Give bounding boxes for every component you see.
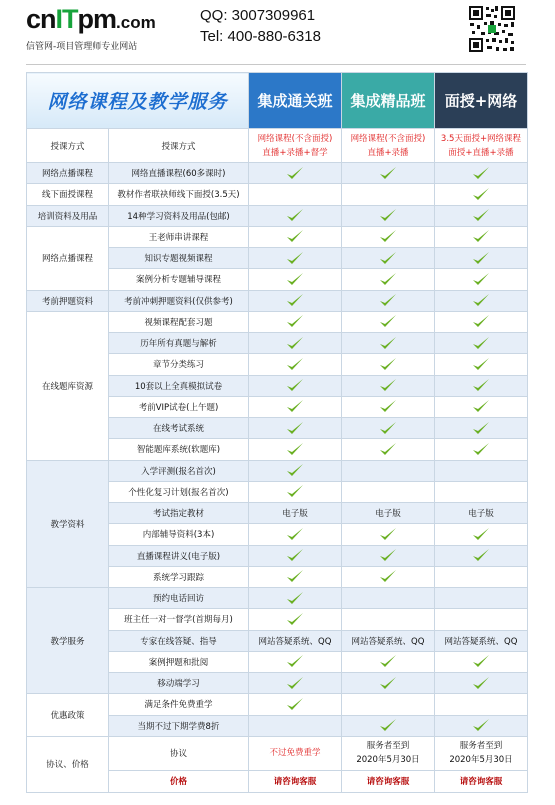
plan-cell bbox=[249, 439, 342, 460]
row-item: 知识专题视频课程 bbox=[109, 248, 249, 269]
row-item: 教材作者联袂师线下面授(3.5天) bbox=[109, 184, 249, 205]
row-category: 协议、价格 bbox=[27, 736, 109, 792]
plan-cell bbox=[342, 248, 435, 269]
plan-cell bbox=[342, 673, 435, 694]
check-icon bbox=[285, 398, 305, 415]
plan-cell: 电子版 bbox=[342, 503, 435, 524]
agreement-cell: 服务者至到 2020年5月30日 bbox=[342, 736, 435, 770]
plan-cell bbox=[249, 651, 342, 672]
column-header-category: 授课方式 bbox=[27, 129, 109, 163]
check-icon bbox=[471, 547, 491, 564]
check-icon bbox=[471, 420, 491, 437]
check-icon bbox=[378, 377, 398, 394]
plan-cell bbox=[435, 673, 528, 694]
plan-cell bbox=[435, 163, 528, 184]
plan-header-mianshou: 面授+网络 bbox=[435, 73, 528, 129]
plan-cell bbox=[435, 290, 528, 311]
check-icon bbox=[378, 547, 398, 564]
row-item: 班主任一对一督学(首期每月) bbox=[109, 609, 249, 630]
check-icon bbox=[378, 292, 398, 309]
table-row bbox=[27, 736, 528, 770]
row-category: 网络点播课程 bbox=[27, 163, 109, 184]
telephone-number: Tel: 400-880-6318 bbox=[200, 28, 321, 45]
plan-cell bbox=[342, 545, 435, 566]
check-icon bbox=[285, 526, 305, 543]
check-icon bbox=[285, 250, 305, 267]
plan-cell bbox=[249, 694, 342, 715]
row-category: 网络点播课程 bbox=[27, 226, 109, 290]
table-row bbox=[27, 163, 528, 184]
row-item: 入学评测(报名首次) bbox=[109, 460, 249, 481]
plan-cell bbox=[435, 609, 528, 630]
plan-cell bbox=[435, 651, 528, 672]
row-item: 历年所有真题与解析 bbox=[109, 333, 249, 354]
plan-cell bbox=[249, 588, 342, 609]
plan-cell bbox=[342, 481, 435, 502]
table-row bbox=[27, 694, 528, 715]
page-header bbox=[0, 0, 555, 62]
row-category: 考前押题资料 bbox=[27, 290, 109, 311]
table-row bbox=[27, 588, 528, 609]
row-item: 视频课程配套习题 bbox=[109, 311, 249, 332]
check-icon bbox=[378, 568, 398, 585]
plan-cell bbox=[435, 205, 528, 226]
logo-tagline: 信管网-项目管理师专业网站 bbox=[26, 42, 138, 52]
agreement-cell: 不过免费重学 bbox=[249, 736, 342, 770]
check-icon bbox=[471, 377, 491, 394]
plan-cell: 网站答疑系统、QQ bbox=[342, 630, 435, 651]
plan-mode-2: 3.5天面授+网络课程 面授+直播+录播 bbox=[435, 129, 528, 163]
plan-cell bbox=[249, 673, 342, 694]
row-item: 个性化复习计划(报名首次) bbox=[109, 481, 249, 502]
check-icon bbox=[285, 462, 305, 479]
row-item: 案例押题和批阅 bbox=[109, 651, 249, 672]
plan-cell bbox=[342, 651, 435, 672]
row-category: 线下面授课程 bbox=[27, 184, 109, 205]
plan-cell bbox=[435, 184, 528, 205]
table-row bbox=[27, 311, 528, 332]
row-item: 10套以上全真模拟试卷 bbox=[109, 375, 249, 396]
plan-cell bbox=[249, 205, 342, 226]
plan-cell bbox=[249, 226, 342, 247]
plan-cell: 电子版 bbox=[435, 503, 528, 524]
check-icon bbox=[378, 717, 398, 734]
check-icon bbox=[471, 271, 491, 288]
check-icon bbox=[471, 292, 491, 309]
plan-cell bbox=[342, 163, 435, 184]
check-icon bbox=[378, 271, 398, 288]
check-icon bbox=[285, 335, 305, 352]
plan-cell bbox=[342, 290, 435, 311]
plan-cell bbox=[249, 375, 342, 396]
plan-cell bbox=[342, 418, 435, 439]
check-icon bbox=[378, 356, 398, 373]
check-icon bbox=[471, 313, 491, 330]
row-item: 直播课程讲义(电子版) bbox=[109, 545, 249, 566]
qq-number: QQ: 3007309961 bbox=[200, 7, 316, 24]
check-icon bbox=[471, 653, 491, 670]
plan-cell bbox=[249, 566, 342, 587]
plan-cell bbox=[249, 545, 342, 566]
plan-cell bbox=[435, 694, 528, 715]
check-icon bbox=[471, 207, 491, 224]
plan-cell bbox=[342, 694, 435, 715]
row-category: 教学资料 bbox=[27, 460, 109, 588]
table-row bbox=[27, 205, 528, 226]
table-row bbox=[27, 226, 528, 247]
plan-cell bbox=[249, 715, 342, 736]
plan-cell bbox=[342, 524, 435, 545]
plan-cell bbox=[249, 248, 342, 269]
plan-cell bbox=[435, 375, 528, 396]
plan-cell bbox=[342, 333, 435, 354]
plan-cell bbox=[342, 226, 435, 247]
check-icon bbox=[378, 228, 398, 245]
check-icon bbox=[285, 292, 305, 309]
qr-code-icon bbox=[468, 5, 516, 53]
plan-cell bbox=[435, 269, 528, 290]
plan-cell bbox=[342, 205, 435, 226]
check-icon bbox=[471, 441, 491, 458]
check-icon bbox=[471, 250, 491, 267]
row-item: 王老师串讲课程 bbox=[109, 226, 249, 247]
check-icon bbox=[285, 165, 305, 182]
plan-cell bbox=[435, 354, 528, 375]
plan-cell bbox=[342, 269, 435, 290]
plan-cell bbox=[435, 226, 528, 247]
plan-cell bbox=[249, 269, 342, 290]
plan-cell bbox=[342, 715, 435, 736]
plan-cell bbox=[435, 396, 528, 417]
plan-cell bbox=[435, 524, 528, 545]
plan-cell bbox=[435, 715, 528, 736]
row-item: 章节分类练习 bbox=[109, 354, 249, 375]
row-category: 优惠政策 bbox=[27, 694, 109, 737]
check-icon bbox=[471, 675, 491, 692]
check-icon bbox=[285, 207, 305, 224]
plan-cell bbox=[249, 609, 342, 630]
plan-cell bbox=[342, 375, 435, 396]
check-icon bbox=[285, 696, 305, 713]
check-icon bbox=[285, 356, 305, 373]
plan-cell bbox=[435, 248, 528, 269]
check-icon bbox=[285, 228, 305, 245]
course-service-table bbox=[26, 72, 528, 793]
plan-cell bbox=[249, 290, 342, 311]
plan-cell bbox=[342, 609, 435, 630]
plan-cell bbox=[435, 333, 528, 354]
plan-cell bbox=[249, 481, 342, 502]
row-item: 系统学习跟踪 bbox=[109, 566, 249, 587]
row-item: 考前冲刺押题资料(仅供参考) bbox=[109, 290, 249, 311]
row-item: 移动端学习 bbox=[109, 673, 249, 694]
plan-cell bbox=[435, 481, 528, 502]
check-icon bbox=[285, 377, 305, 394]
plan-cell bbox=[342, 354, 435, 375]
plan-cell bbox=[249, 333, 342, 354]
plan-cell bbox=[249, 460, 342, 481]
plan-cell bbox=[342, 460, 435, 481]
plan-cell bbox=[249, 184, 342, 205]
table-row bbox=[27, 184, 528, 205]
table-row bbox=[27, 290, 528, 311]
plan-cell bbox=[249, 163, 342, 184]
check-icon bbox=[378, 526, 398, 543]
check-icon bbox=[285, 271, 305, 288]
plan-cell bbox=[342, 588, 435, 609]
plan-cell bbox=[249, 311, 342, 332]
check-icon bbox=[285, 420, 305, 437]
plan-cell bbox=[435, 418, 528, 439]
column-header-method: 授课方式 bbox=[109, 129, 249, 163]
table-banner: 网络课程及教学服务 bbox=[27, 73, 249, 129]
row-item: 内部辅导资料(3本) bbox=[109, 524, 249, 545]
check-icon bbox=[378, 165, 398, 182]
site-logo[interactable]: cnITpm.com 信管网-项目管理师专业网站 bbox=[26, 4, 176, 48]
check-icon bbox=[285, 653, 305, 670]
row-item: 当期不过下期学费8折 bbox=[109, 715, 249, 736]
check-icon bbox=[285, 547, 305, 564]
check-icon bbox=[471, 717, 491, 734]
check-icon bbox=[471, 186, 491, 203]
plan-cell bbox=[435, 311, 528, 332]
check-icon bbox=[378, 398, 398, 415]
plan-cell bbox=[342, 311, 435, 332]
plan-mode-1: 网络课程(不含面授) 直播+录播 bbox=[342, 129, 435, 163]
plan-cell bbox=[435, 460, 528, 481]
check-icon bbox=[471, 398, 491, 415]
check-icon bbox=[285, 611, 305, 628]
check-icon bbox=[471, 165, 491, 182]
row-item: 智能题库系统(软题库) bbox=[109, 439, 249, 460]
row-item: 考试指定教材 bbox=[109, 503, 249, 524]
check-icon bbox=[285, 483, 305, 500]
row-category: 培训资料及用品 bbox=[27, 205, 109, 226]
table-row bbox=[27, 460, 528, 481]
check-icon bbox=[471, 356, 491, 373]
check-icon bbox=[285, 313, 305, 330]
row-item: 网络直播课程(60多课时) bbox=[109, 163, 249, 184]
check-icon bbox=[378, 420, 398, 437]
plan-cell bbox=[342, 396, 435, 417]
row-item: 预约电话回访 bbox=[109, 588, 249, 609]
row-item: 专家在线答疑、指导 bbox=[109, 630, 249, 651]
check-icon bbox=[285, 568, 305, 585]
price-cell[interactable]: 请咨询客服 bbox=[435, 770, 528, 792]
row-item: 案例分析专题辅导课程 bbox=[109, 269, 249, 290]
plan-header-jingpin: 集成精品班 bbox=[342, 73, 435, 129]
price-cell[interactable]: 请咨询客服 bbox=[249, 770, 342, 792]
plan-cell bbox=[249, 354, 342, 375]
plan-cell: 网站答疑系统、QQ bbox=[435, 630, 528, 651]
check-icon bbox=[378, 335, 398, 352]
row-item: 在线考试系统 bbox=[109, 418, 249, 439]
check-icon bbox=[285, 590, 305, 607]
price-cell[interactable]: 请咨询客服 bbox=[342, 770, 435, 792]
plan-cell bbox=[435, 545, 528, 566]
agreement-label: 协议 bbox=[109, 736, 249, 770]
check-icon bbox=[378, 653, 398, 670]
row-item: 考前VIP试卷(上午题) bbox=[109, 396, 249, 417]
check-icon bbox=[471, 228, 491, 245]
plan-header-tongguan: 集成通关班 bbox=[249, 73, 342, 129]
price-label: 价格 bbox=[109, 770, 249, 792]
check-icon bbox=[378, 207, 398, 224]
row-item: 14种学习资料及用品(包邮) bbox=[109, 205, 249, 226]
contact-info bbox=[200, 5, 321, 47]
row-category: 在线题库资源 bbox=[27, 311, 109, 460]
plan-cell bbox=[249, 418, 342, 439]
plan-cell bbox=[435, 588, 528, 609]
check-icon bbox=[378, 313, 398, 330]
row-category: 教学服务 bbox=[27, 588, 109, 694]
agreement-cell: 服务者至到 2020年5月30日 bbox=[435, 736, 528, 770]
check-icon bbox=[378, 250, 398, 267]
plan-cell bbox=[435, 439, 528, 460]
check-icon bbox=[378, 441, 398, 458]
check-icon bbox=[378, 675, 398, 692]
header-divider bbox=[26, 64, 526, 65]
plan-cell: 电子版 bbox=[249, 503, 342, 524]
plan-mode-0: 网络课程(不含面授) 直播+录播+督学 bbox=[249, 129, 342, 163]
plan-cell bbox=[249, 396, 342, 417]
check-icon bbox=[471, 335, 491, 352]
plan-cell bbox=[342, 566, 435, 587]
check-icon bbox=[285, 675, 305, 692]
plan-cell bbox=[342, 184, 435, 205]
plan-cell bbox=[342, 439, 435, 460]
check-icon bbox=[285, 441, 305, 458]
plan-cell bbox=[435, 566, 528, 587]
plan-cell: 网站答疑系统、QQ bbox=[249, 630, 342, 651]
plan-cell bbox=[249, 524, 342, 545]
check-icon bbox=[471, 526, 491, 543]
row-item: 满足条件免费重学 bbox=[109, 694, 249, 715]
